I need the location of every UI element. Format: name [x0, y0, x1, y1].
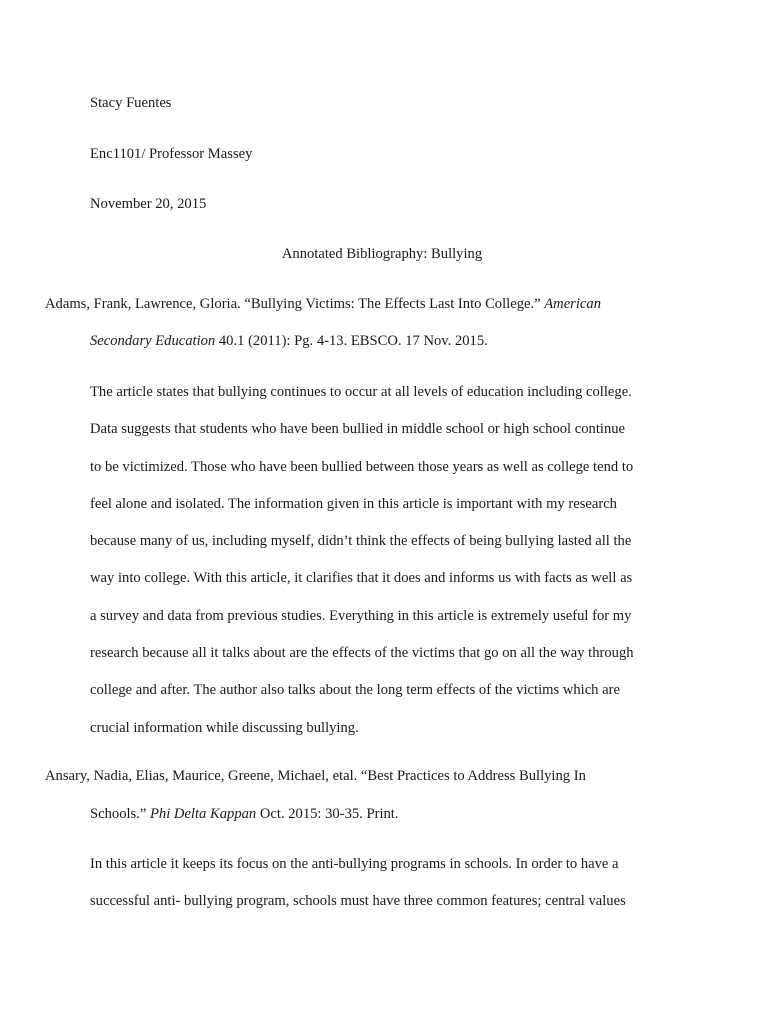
- annotation-2-line: In this article it keeps its focus on the anti-bullying programs in schools. In order to have a: [90, 856, 619, 872]
- citation-1-journal-part-1: American: [544, 296, 601, 312]
- annotation-1-line: feel alone and isolated. The information given in this article is important with my research: [90, 495, 617, 512]
- citation-1-details: 40.1 (2011): Pg. 4-13. EBSCO. 17 Nov. 2015.: [215, 333, 488, 349]
- annotation-1-line: to be victimized. Those who have been bullied between those years as well as college tend to: [90, 458, 634, 475]
- author-name: Stacy Fuentes: [90, 95, 172, 111]
- annotation-2: [90, 855, 680, 930]
- citation-2-details: Oct. 2015: 30-35. Print.: [256, 806, 399, 822]
- citation-1-line-1: [45, 295, 601, 313]
- citation-2-line-2: [90, 805, 399, 823]
- annotation-1-line: research because all it talks about are the effects of the victims that go on all the way through: [90, 645, 634, 662]
- annotation-1: [90, 383, 680, 756]
- annotation-1-line: college and after. The author also talks about the long term effects of the victims which are: [90, 682, 620, 699]
- citation-2-title-end: Schools.”: [90, 806, 150, 822]
- annotation-1-line: crucial information while discussing bullying.: [90, 719, 359, 736]
- citation-2-journal: Phi Delta Kappan: [150, 806, 257, 822]
- annotation-1-line: a survey and data from previous studies. Everything in this article is extremely useful for my: [90, 607, 632, 624]
- citation-1-text: Adams, Frank, Lawrence, Gloria. “Bullying Victims: The Effects Last Into College.”: [45, 296, 545, 312]
- annotation-1-line: way into college. With this article, it clarifies that it does and informs us with facts as well as: [90, 570, 633, 587]
- annotation-1-line: because many of us, including myself, didn’t think the effects of being bullying lasted all the: [90, 533, 632, 550]
- annotation-1-line: The article states that bullying continues to occur at all levels of education including college.: [90, 384, 632, 400]
- citation-2-line-1: Ansary, Nadia, Elias, Maurice, Greene, Michael, etal. “Best Practices to Address Bullying In: [45, 768, 586, 784]
- document-title: Annotated Bibliography: Bullying: [281, 246, 483, 262]
- annotation-1-line: Data suggests that students who have been bullied in middle school or high school continue: [90, 421, 626, 438]
- citation-1-line-2: [90, 332, 488, 350]
- course-info: Enc1101/ Professor Massey: [90, 146, 253, 162]
- document-date: November 20, 2015: [90, 196, 207, 212]
- annotation-2-line: successful anti- bullying program, schools must have three common features; central values: [90, 893, 626, 910]
- citation-1-journal-part-2: Secondary Education: [90, 333, 216, 349]
